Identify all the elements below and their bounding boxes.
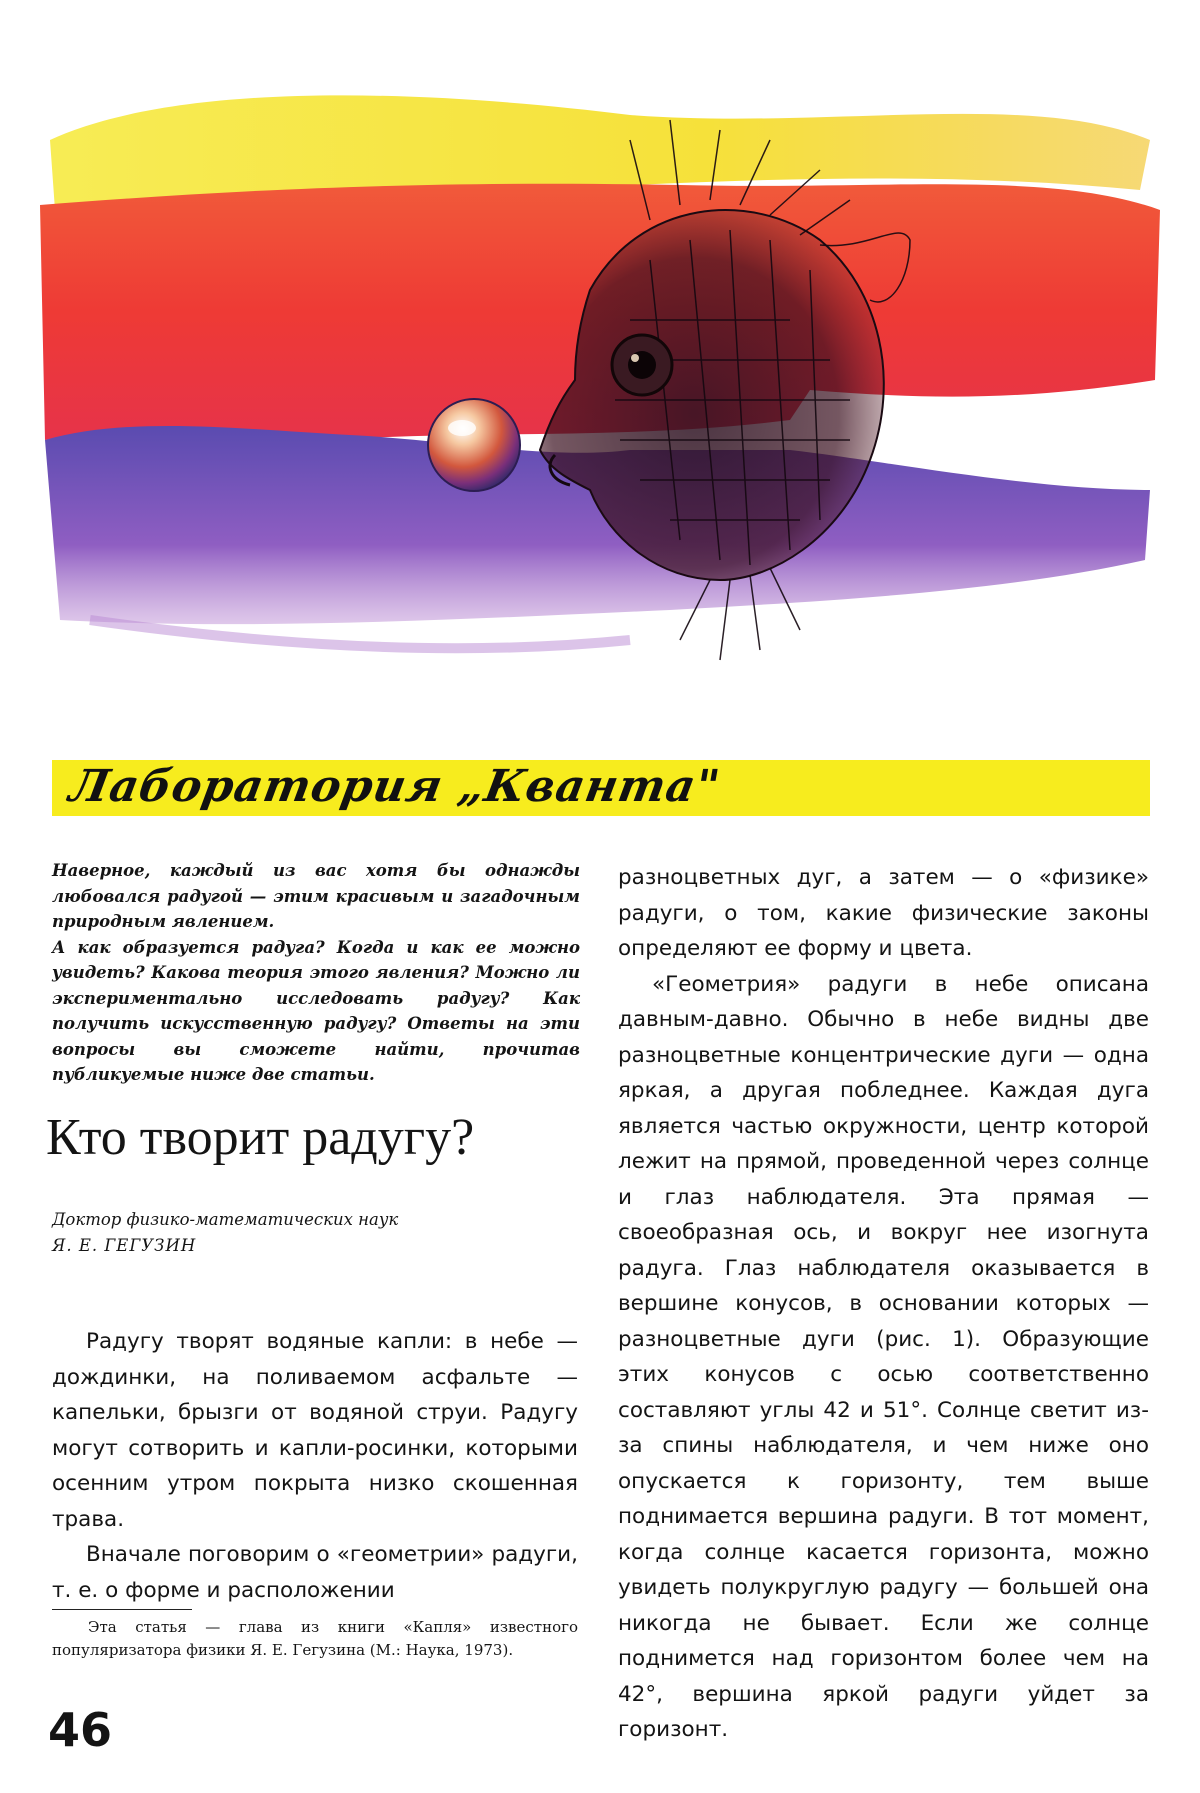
body-paragraph: Радугу творят водяные капли: в небе — дождинки, на поливаемом асфальте — капельки, брызги от водяной струи. Радугу могут сотворить и капли-росинки, которыми осенним утром покрыта низко скошенная трава.	[52, 1329, 578, 1532]
body-paragraph: Вначале поговорим о «геометрии» радуги, т. е. о форме и расположении	[52, 1542, 578, 1603]
footnote: Эта статья — глава из книги «Капля» известного популяризатора физики Я. Е. Гегузина (М.: Наука, 1973).	[52, 1618, 578, 1659]
author-name: Я. Е. ГЕГУЗИН	[52, 1236, 197, 1255]
rubric-title: Лаборатория „Кванта"	[65, 761, 725, 812]
fish-bubble-illustration	[30, 20, 1170, 720]
page-number: 46	[48, 1703, 113, 1757]
intro-paragraph: А как образуется радуга? Когда и как ее можно увидеть? Какова теория этого явления? Можно ли экспериментально исследовать радугу? Как получить искусственную радугу? Ответы на эти вопросы вы сможете найти, прочитав публикуемые ниже две статьи.	[52, 937, 580, 1084]
body-column-right	[618, 860, 1149, 1748]
body-paragraph: «Геометрия» радуги в небе описана давным-давно. Обычно в небе видны две разноцветные концентрические дуги — одна яркая, а другая побледнее. Каждая дуга является частью окружности, центр которой лежит на прямой, проведенной через солнце и глаз наблюдателя. Эта прямая — своеобразная ось, и вокруг нее изогнута радуга. Глаз наблюдателя оказывается в вершине конусов, в основании которых — разноцветные дуги (рис. 1). Образующие этих конусов с осью соответственно составляют углы 42 и 51°. Солнце светит из-за спины наблюдателя, и чем ниже оно опускается к горизонту, тем выше поднимается вершина радуги. В тот момент, когда солнце касается горизонта, можно увидеть полукруглую радугу — большей она никогда не бывает. Если же солнце поднимется над горизонтом более чем на 42°, вершина яркой радуги уйдет за горизонт.	[618, 971, 1149, 1742]
body-column-left	[52, 1324, 578, 1608]
intro-block	[52, 858, 580, 1088]
intro-paragraph: Наверное, каждый из вас хотя бы однажды любовался радугой — этим красивым и загадочным природным явлением.	[52, 861, 580, 931]
author-role: Доктор физико-математических наук	[52, 1210, 399, 1229]
footnote-divider	[52, 1609, 192, 1610]
article-title: Кто творит радугу?	[46, 1109, 475, 1166]
body-paragraph: разноцветных дуг, а затем — о «физике» радуги, о том, какие физические законы определяют ее форму и цвета.	[618, 865, 1149, 961]
